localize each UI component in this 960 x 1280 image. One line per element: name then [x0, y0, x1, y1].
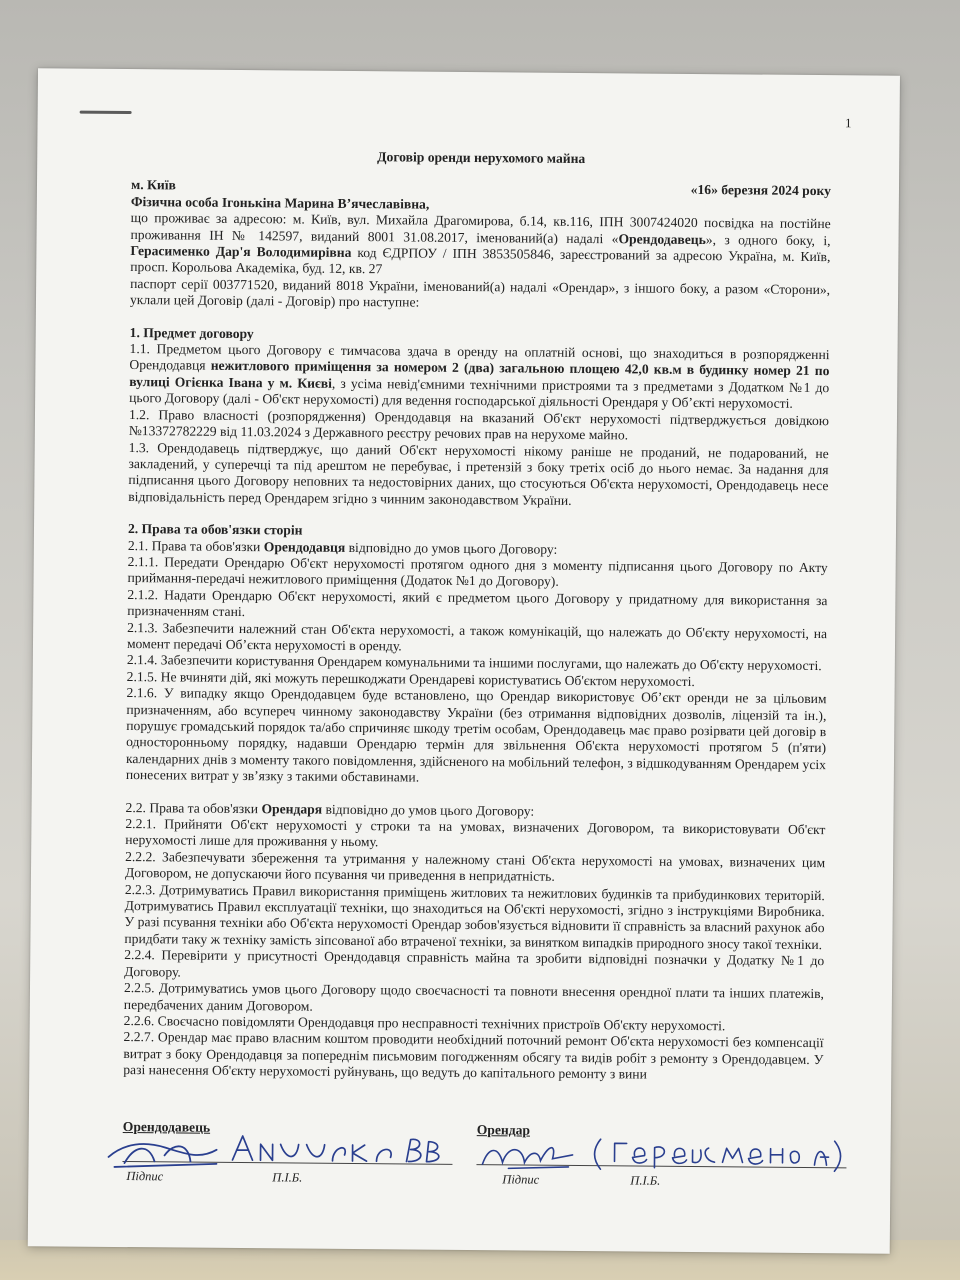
landlord-name: Фізична особа Ігонькіна Марина В’ячеславівна,	[130, 193, 430, 212]
section-1-heading: 1. Предмет договору	[129, 324, 254, 341]
clause-1-3: 1.3. Орендодавець підтверджує, що даний Об'єкт нерухомості нікому раніше не проданий, не подарований, не закладений, у суперечці та під арештом не перебуває, і претензій з боку третіх осіб до нього немає. За надання для підписання цього Договору неповних та недостовірних даних, що стосуються Об'єкта нерухомості, Орендодавець несе відповідальність перед Орендарем згідно з чинним законодавством України.	[128, 439, 829, 508]
clause-2-2-3: 2.2.3. Дотримуватись Правил використання приміщень житлових та нежитлових будинків та прибудинкових територій. Дотримуватись Правил експлуатації техніки, що знаходиться на Об'єкті нерухомості, згідно з інструкціями Виробника. У разі псування техніки або Об'єкта нерухомості Орендар зобов'язується відновити її справність за власний рахунок або придбати таку ж техніку замість зіпсованої або втраченої техніки, за винятком випадків природного зносу такої техніки.	[124, 881, 825, 952]
contract-date: «16» березня 2024 року	[690, 182, 832, 199]
clause-2-1-2: 2.1.2. Надати Орендарю Об'єкт нерухомості, який є предметом цього Договору у придатному для використання за призначенням стані.	[127, 586, 828, 620]
clause-2-2: 2.2. Права та обов'язки Орендаря відповідно до умов цього Договору:	[125, 799, 535, 819]
clause-1-1: 1.1. Предметом цього Договору є тимчасова здача в оренду на оплатній основі, що знаходиться в розпорядженні Орендодавця нежитлового приміщення за номером 2 (два) загальною площею 42,0 кв.м в будинку номер 21 по вулиці Огієнка Івана у м. Києві, з усіма невід'ємними технічними пристроями та з предметами з Додатком №1 до цього Договору (далі - Об'єкт нерухомості) для ведення господарської діяльності Орендаря у Об’єкті нерухомості.	[129, 341, 830, 412]
city: м. Київ	[130, 177, 176, 193]
landlord-handwritten-name	[226, 1130, 446, 1172]
clause-2-2-7: 2.2.7. Орендар має право власним коштом проводити необхідний поточний ремонт Об'єкта нерухомості без компенсації витрат з боку Орендодавця за попереднім письмовим погодженням обсягу та видів робіт з ремонту з Орендодавцем. У разі нанесення Об'єкту нерухомості руйнувань, що ведуть до капітального ремонту з вини	[123, 1029, 824, 1082]
clause-1-2: 1.2. Право власності (розпорядження) Орендодавця на вказаний Об'єкт нерухомості підтверджується довідкою №13372782229 від 11.03.2024 з Державного реєстру речових прав на нерухоме майно.	[128, 406, 830, 443]
tenant-name-caption: П.І.Б.	[630, 1173, 661, 1188]
landlord-name-caption: П.І.Б.	[272, 1170, 303, 1185]
clause-2-1-1: 2.1.1. Передати Орендарю Об'єкт нерухомості протягом одного дня з моменту підписання цього Договору по Акту приймання-передачі нежитлового приміщення (Додаток №1 до Договору).	[127, 553, 828, 590]
tenant-handwritten-name	[592, 1133, 842, 1175]
clause-2-1-3: 2.1.3. Забезпечити належний стан Об'єкта нерухомості, а також комунікацій, що належать до Об'єкту нерухомості, на момент передачі Об’єкта нерухомості в оренду.	[126, 619, 828, 654]
clause-2-1-4: 2.1.4. Забезпечити користування Орендарем комунальними та іншими послугами, що належать до Об'єкту нерухомості.	[126, 652, 822, 674]
contract-body	[123, 147, 831, 1085]
tenant-heading: Орендар	[476, 1122, 531, 1138]
clause-2-2-6: 2.2.6. Своєчасно повідомляти Орендодавця про несправності технічних пристроїв Об'єкту нерухомості.	[123, 1012, 726, 1034]
staple-mark	[80, 111, 132, 114]
landlord-signature-scribble	[104, 1133, 224, 1174]
clause-2-2-5: 2.2.5. Дотримуватись умов цього Договору щодо своєчасності та повноти внесення орендної плати та інших платежів, передбачених даним Договором.	[123, 980, 825, 1014]
section-2-heading: 2. Права та обов'язки сторін	[127, 521, 303, 538]
clause-2-2-2: 2.2.2. Забезпечувати збереження та утримання у належному стані Об'єкта нерухомості на умовах, визначених цим Договором, не допускаючи його псування чи приведення в непридатність.	[124, 848, 826, 885]
page-number: 1	[845, 115, 852, 131]
parties-intro: що проживає за адресою: м. Київ, вул. Михайла Драгомирова, б.14, кв.116, ІПН 3007424020 посвідка на постійне проживання ІН № 142597, виданий 8001 31.08.2017, іменований(а) надалі «Орендодавець», з одного боку, і, Герасименко Дар'я Володимирівна код ЄДРПОУ / ІПН 3853505846, зареєстрований за адресою Україна, м. Київ, просп. Корольова Академіка, буд. 12, кв. 27	[130, 210, 831, 277]
clause-2-1-6: 2.1.6. У випадку якщо Орендодавцем буде встановлено, що Орендар використовує Об’єкт оренди не за цільовим призначенням, або всупереч чинному законодавству України (без отримання відповідних дозволів, ліцензій та ін.), порушує громадський порядок та/або спричиняє шкоду третім особам, Орендодавець має право розірвати цей договір в односторонньому порядку, надавши Орендарю термін для звільнення Об'єкта нерухомості протягом 5 (п'яти) календарних днів з моменту такого повідомлення, здійсненого на мобільний телефон, з відшкодуванням Орендарем усіх понесених витрат у зв’язку з такими обставинами.	[125, 685, 827, 785]
landlord-signature-caption: Підпис	[126, 1169, 164, 1184]
clause-2-1-5: 2.1.5. Не вчиняти дій, які можуть перешкоджати Орендареві користуватись Об'єктом нерухомості.	[126, 668, 695, 689]
parties-intro-continued: паспорт серії 003771520, виданий 8018 України, іменований(а) надалі «Орендар», з іншого боку, а разом «Сторони», уклали цей Договір (далі - Договір) про наступне:	[129, 275, 831, 310]
tenant-signature-scribble	[478, 1136, 578, 1177]
clause-2-2-4: 2.2.4. Перевірити у присутності Орендодавця справність майна та зробити відповідні позначки у Додатку №1 до Договору.	[124, 947, 825, 980]
signature-block	[122, 1119, 853, 1205]
tenant-signature-caption: Підпис	[502, 1172, 540, 1187]
document-title: Договір оренди нерухомого майна	[377, 149, 586, 167]
contract-page	[28, 68, 900, 1253]
tenant-name: Герасименко Дар'я Володимирівна	[130, 243, 352, 261]
landlord-heading: Орендодавець	[122, 1119, 211, 1135]
clause-2-1: 2.1. Права та обов'язки Орендодавця відповідно до умов цього Договору:	[127, 537, 558, 557]
clause-2-2-1: 2.2.1. Прийняти Об'єкт нерухомості у строки та на умовах, визначених Договором, та використовувати Об'єкт нерухомості лише для проживання у ньому.	[125, 816, 826, 850]
